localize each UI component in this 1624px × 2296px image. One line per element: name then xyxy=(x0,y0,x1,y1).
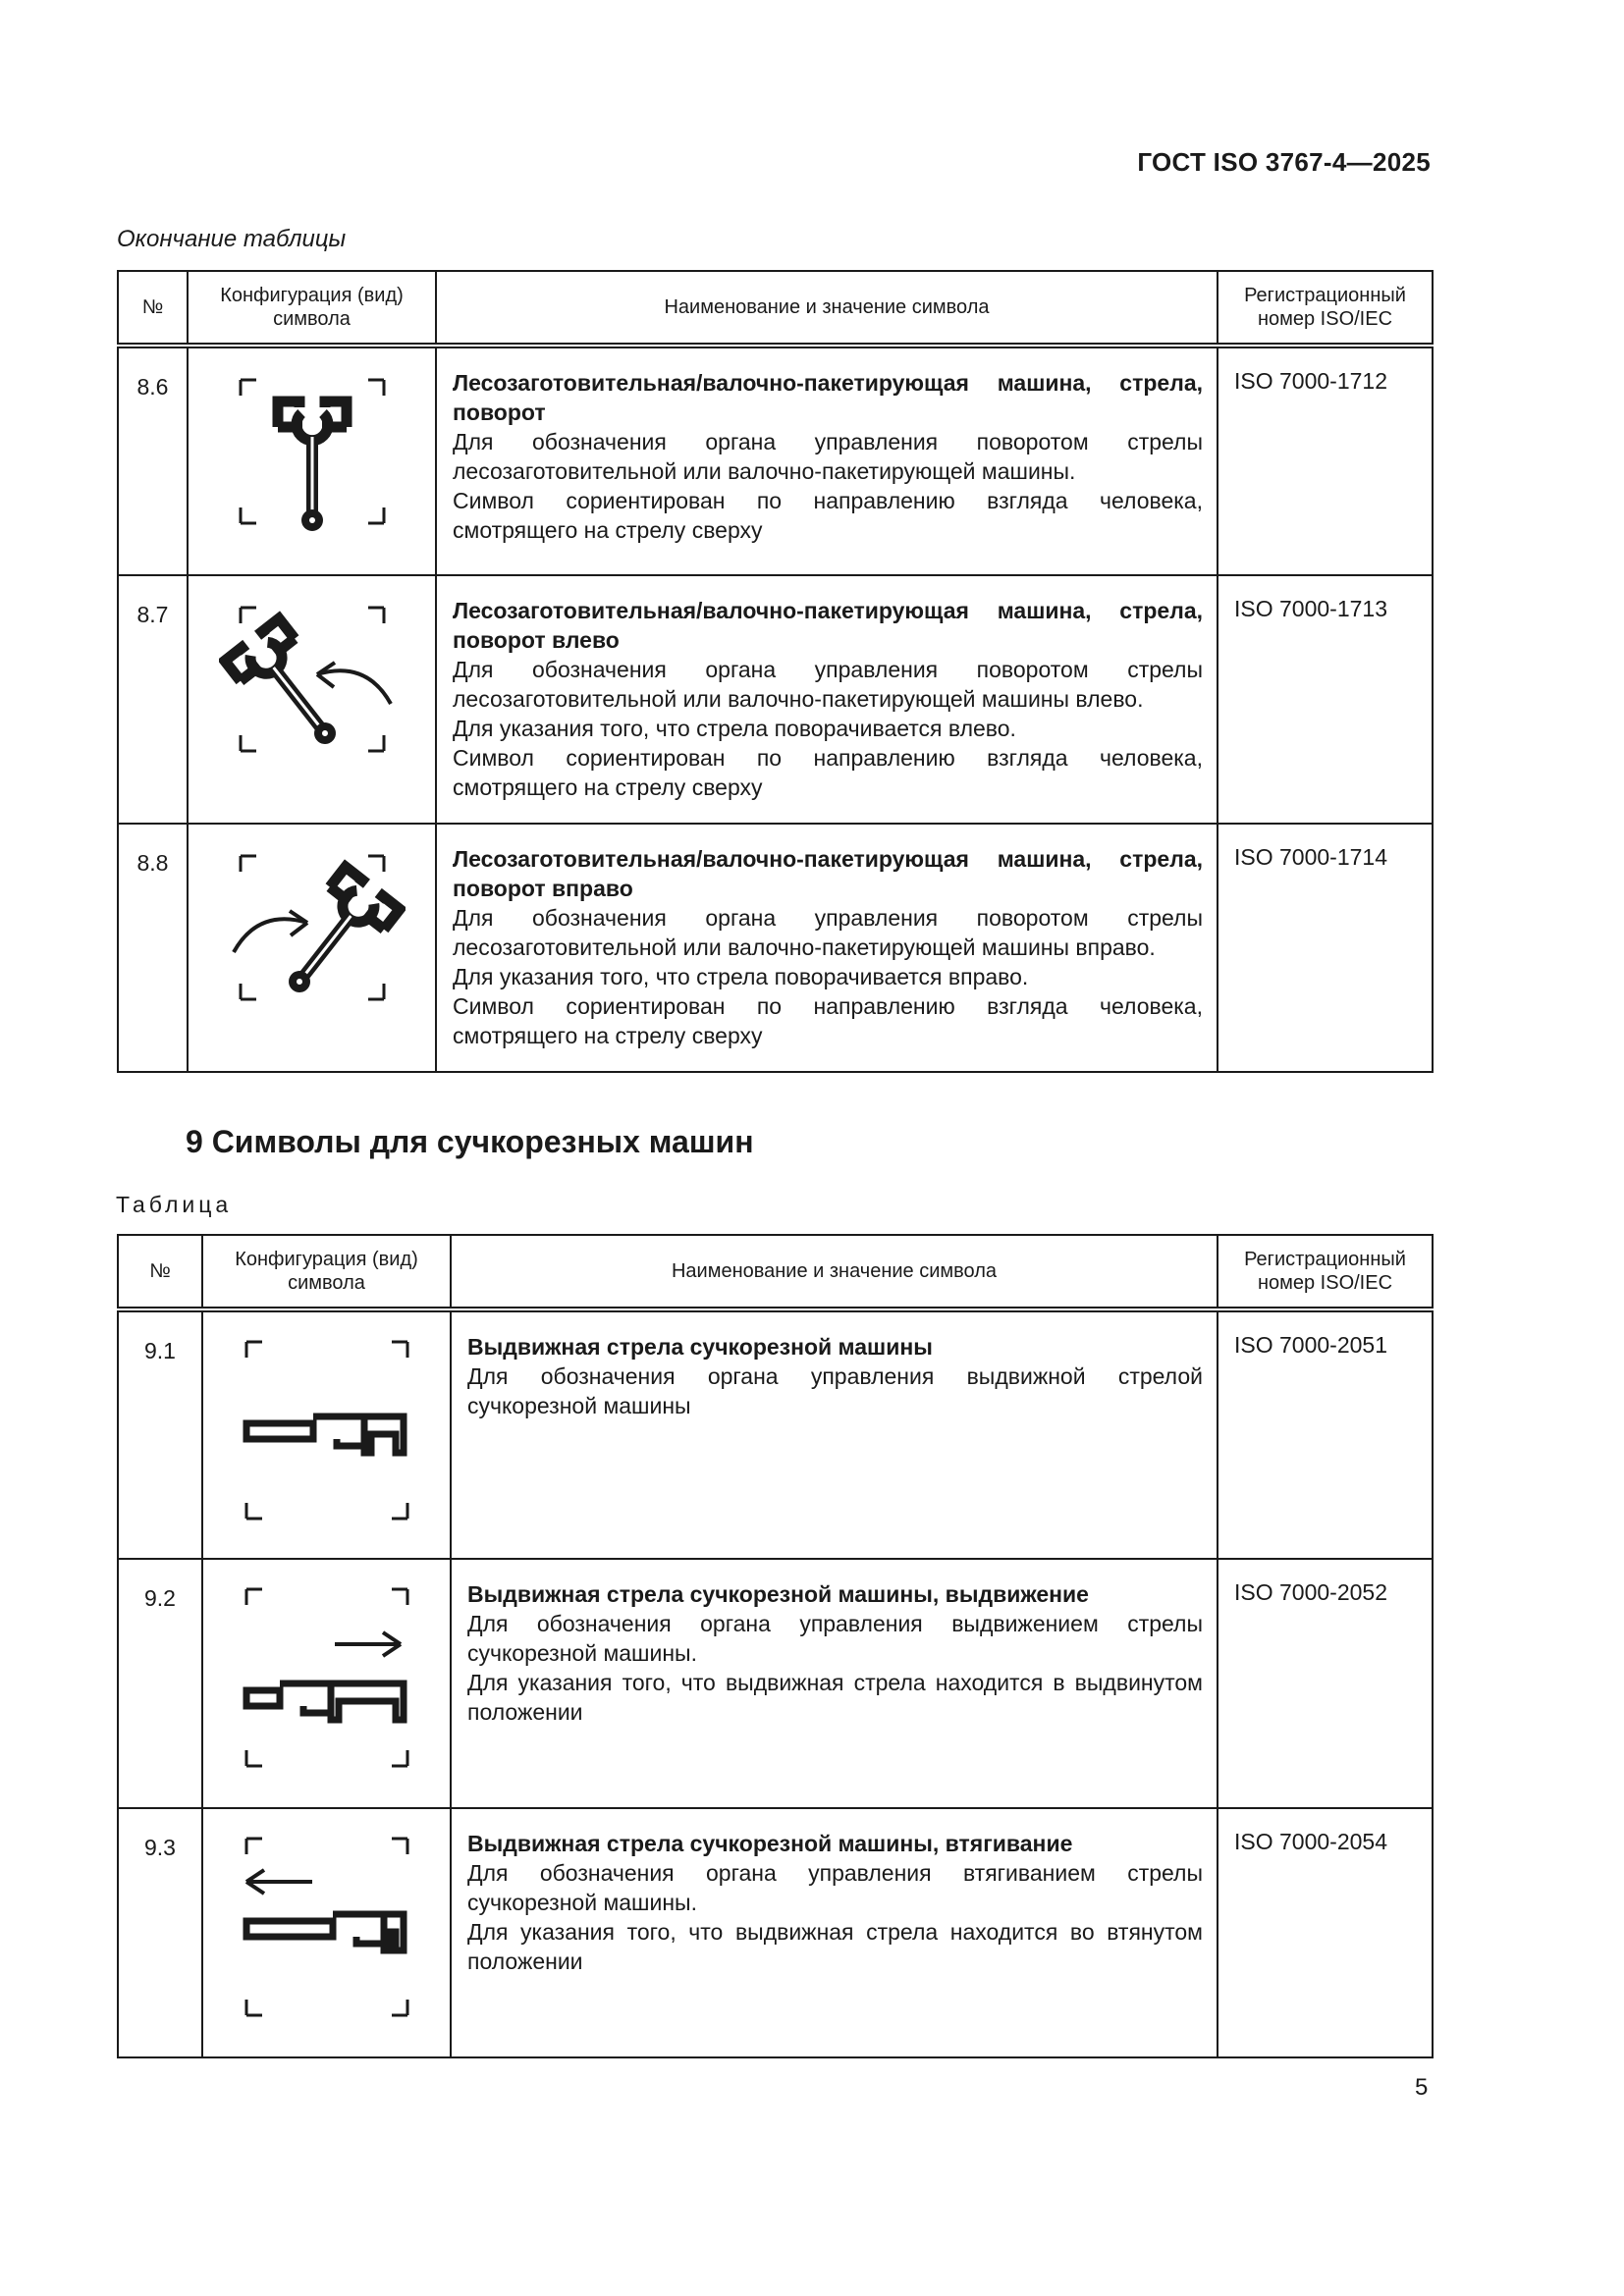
column-header-number: № xyxy=(118,1235,202,1309)
document-code: ГОСТ ISO 3767-4—2025 xyxy=(1137,147,1431,177)
row-number: 9.2 xyxy=(118,1559,202,1808)
column-header-registration: Регистрационный номер ISO/IEC xyxy=(1218,271,1433,346)
delimber-boom-retract-icon xyxy=(229,1819,425,2030)
symbol-title: Лесозаготовительная/валочно-пакетирующая машина, стрела, поворот влево xyxy=(453,598,1203,653)
table-row xyxy=(118,1808,1433,2057)
symbol-description: Для обозначения органа управления поворотом стрелы лесозаготовительной или валочно-пакетирующей машины влево. xyxy=(453,657,1203,712)
row-number: 8.6 xyxy=(118,346,188,575)
table-row xyxy=(118,575,1433,824)
column-header-configuration: Конфигурация (вид) символа xyxy=(188,271,436,346)
registration-number: ISO 7000-1713 xyxy=(1218,575,1433,824)
row-number: 8.7 xyxy=(118,575,188,824)
symbol-description: Символ сориентирован по направлению взгляда человека, смотрящего на стрелу сверху xyxy=(453,993,1203,1048)
delimber-telescopic-boom-icon xyxy=(229,1322,425,1533)
registration-number: ISO 7000-1714 xyxy=(1218,824,1433,1072)
row-number: 8.8 xyxy=(118,824,188,1072)
symbols-table-9 xyxy=(117,1234,1434,2058)
symbol-title: Лесозаготовительная/валочно-пакетирующая машина, стрела, поворот xyxy=(453,370,1203,425)
symbols-table-8 xyxy=(117,270,1434,1073)
table-header-row xyxy=(118,271,1433,346)
row-number: 9.1 xyxy=(118,1309,202,1559)
delimber-boom-extend-icon xyxy=(229,1570,425,1781)
symbol-description: Для указания того, что выдвижная стрела находится в выдвинутом положении xyxy=(467,1670,1203,1725)
registration-number: ISO 7000-2051 xyxy=(1218,1309,1433,1559)
symbol-description: Для указания того, что стрела поворачивается вправо. xyxy=(453,964,1029,989)
column-header-number: № xyxy=(118,271,188,346)
column-header-name: Наименование и значение символа xyxy=(436,271,1218,346)
harvester-boom-rotate-right-icon xyxy=(219,834,406,1021)
column-header-configuration: Конфигурация (вид) символа xyxy=(202,1235,451,1309)
symbol-title: Лесозаготовительная/валочно-пакетирующая машина, стрела, поворот вправо xyxy=(453,846,1203,901)
symbol-description: Для обозначения органа управления втягиванием стрелы сучкорезной машины. xyxy=(467,1860,1203,1915)
harvester-boom-rotate-icon xyxy=(219,358,406,545)
table-row xyxy=(118,824,1433,1072)
registration-number: ISO 7000-1712 xyxy=(1218,346,1433,575)
symbol-title: Выдвижная стрела сучкорезной машины, выдвижение xyxy=(467,1581,1089,1607)
table-row xyxy=(118,1309,1433,1559)
section-heading: 9 Символы для сучкорезных машин xyxy=(186,1124,754,1159)
harvester-boom-rotate-left-icon xyxy=(219,586,406,773)
column-header-registration: Регистрационный номер ISO/IEC xyxy=(1218,1235,1433,1309)
symbol-title: Выдвижная стрела сучкорезной машины, втягивание xyxy=(467,1831,1073,1856)
symbol-description: Для указания того, что стрела поворачивается влево. xyxy=(453,716,1016,741)
registration-number: ISO 7000-2054 xyxy=(1218,1808,1433,2057)
symbol-title: Выдвижная стрела сучкорезной машины xyxy=(467,1334,933,1360)
table-row xyxy=(118,1559,1433,1808)
symbol-description: Символ сориентирован по направлению взгляда человека, смотрящего на стрелу сверху xyxy=(453,488,1203,543)
row-number: 9.3 xyxy=(118,1808,202,2057)
page-number: 5 xyxy=(1415,2074,1429,2101)
symbol-description: Для указания того, что выдвижная стрела находится во втянутом положении xyxy=(467,1919,1203,1974)
symbol-description: Для обозначения органа управления выдвижной стрелой сучкорезной машины xyxy=(467,1363,1203,1418)
table-header-row xyxy=(118,1235,1433,1309)
symbol-description: Для обозначения органа управления поворотом стрелы лесозаготовительной или валочно-пакетирующей машины вправо. xyxy=(453,905,1203,960)
symbol-description: Для обозначения органа управления выдвижением стрелы сучкорезной машины. xyxy=(467,1611,1203,1666)
symbol-description: Для обозначения органа управления поворотом стрелы лесозаготовительной или валочно-пакетирующей машины. xyxy=(453,429,1203,484)
table-continuation-label: Окончание таблицы xyxy=(117,226,347,252)
column-header-name: Наименование и значение символа xyxy=(451,1235,1218,1309)
symbol-description: Символ сориентирован по направлению взгляда человека, смотрящего на стрелу сверху xyxy=(453,745,1203,800)
registration-number: ISO 7000-2052 xyxy=(1218,1559,1433,1808)
table-row xyxy=(118,346,1433,575)
table-label: Таблица xyxy=(116,1192,233,1217)
